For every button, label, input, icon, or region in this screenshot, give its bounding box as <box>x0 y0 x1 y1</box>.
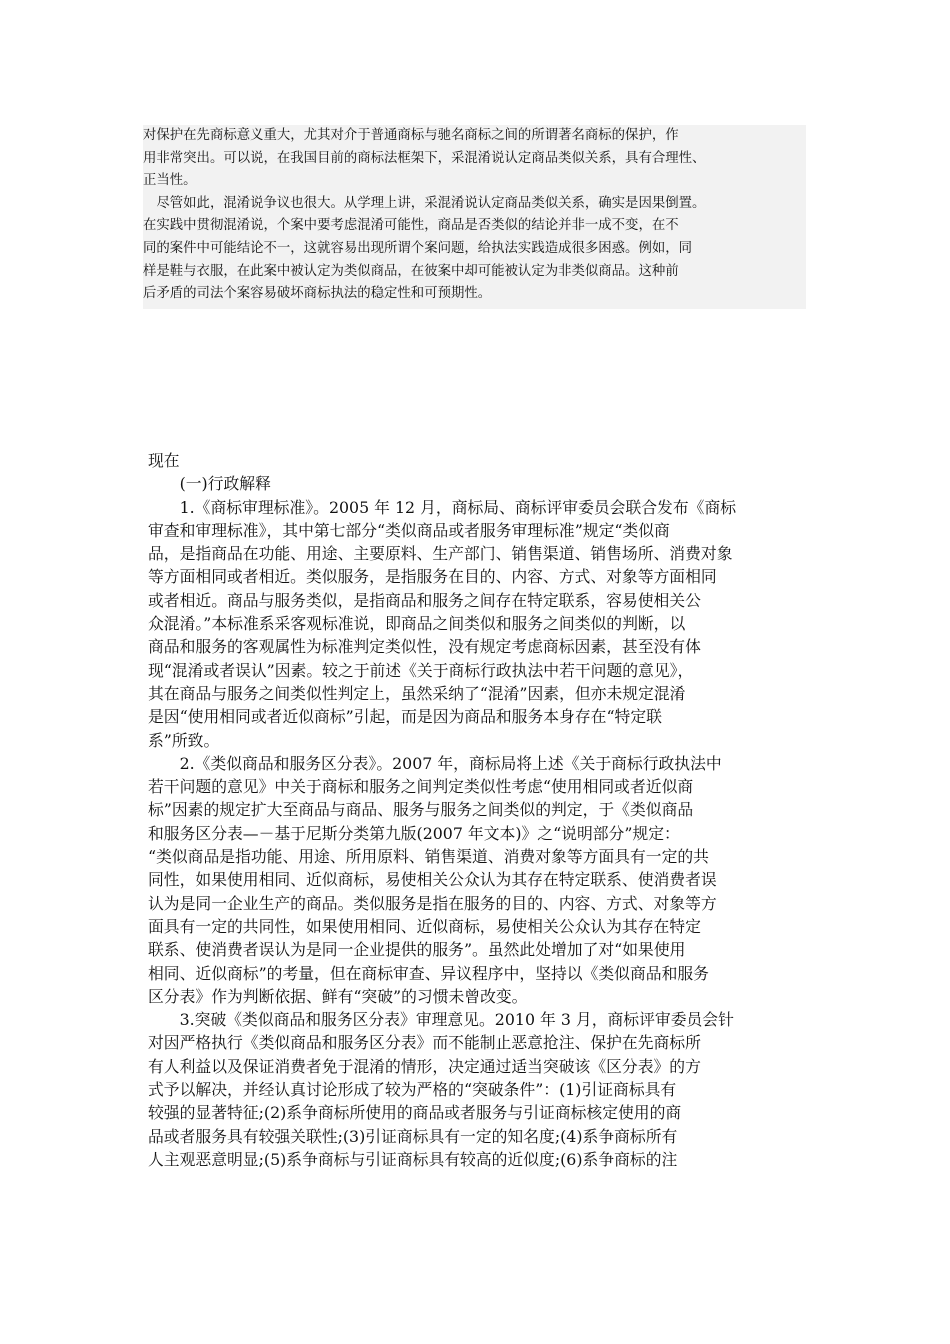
quote-paragraph-1 <box>143 125 806 193</box>
text-line: 系”所致。 <box>148 730 220 750</box>
text-line: “类似商品是指功能、用途、所用原料、销售渠道、消费对象等方面具有一定的共 <box>148 847 709 867</box>
text-line: 其在商品与服务之间类似性判定上，虽然采纳了“混淆”因素，但亦未规定混淆 <box>148 683 686 703</box>
text-line: 在实践中贯彻混淆说，个案中要考虑混淆可能性，商品是否类似的结论并非一成不变，在不 <box>143 218 679 234</box>
text-line: 同性，如果使用相同、近似商标，易使相关公众认为其存在特定联系、使消费者误 <box>148 870 717 890</box>
text-line: 或者相近。商品与服务类似，是指商品和服务之间存在特定联系，容易使相关公 <box>148 590 701 610</box>
text-line: 标”因素的规定扩大至商品与商品、服务与服务之间类似的判定，于《类似商品 <box>148 800 694 820</box>
text-line: 现“混淆或者误认”因素。较之于前述《关于商标行政执法中若干问题的意见》， <box>148 660 694 680</box>
text-line: 和服务区分表—－基于尼斯分类第九版(2007 年文本)》之“说明部分”规定： <box>148 823 680 843</box>
text-line: 同的案件中可能结论不一，这就容易出现所谓个案问题，给执法实践造成很多困惑。例如，同 <box>143 240 693 256</box>
text-line: 式予以解决，并经认真讨论形成了较为严格的“突破条件”：(1)引证商标具有 <box>148 1080 677 1100</box>
text-line: 审查和审理标准》，其中第七部分“类似商品或者服务审理标准”规定“类似商 <box>148 520 670 540</box>
paragraph-1 <box>148 496 818 752</box>
paragraph-2 <box>148 752 818 1008</box>
text-line: 3.突破《类似商品和服务区分表》审理意见。2010 年 3 月，商标评审委员会针 <box>148 1010 734 1030</box>
text-line: 人主观恶意明显;(5)系争商标与引证商标具有较高的近似度;(6)系争商标的注 <box>148 1149 678 1169</box>
text-line: 有人利益以及保证消费者免于混淆的情形，决定通过适当突破该《区分表》的方 <box>148 1056 701 1076</box>
text-line: 对因严格执行《类似商品和服务区分表》而不能制止恶意抢注、保护在先商标所 <box>148 1033 701 1053</box>
text-line: 样是鞋与衣服，在此案中被认定为类似商品，在彼案中却可能被认定为非类似商品。这种前 <box>143 263 679 279</box>
document-body <box>148 449 818 1171</box>
text-line: 面具有一定的共同性，如果使用相同、近似商标，易使相关公众认为其存在特定 <box>148 916 701 936</box>
text-line: 众混淆。”本标准系采客观标准说，即商品之间类似和服务之间类似的判断，以 <box>148 614 686 634</box>
text-line: 联系、使消费者误认为是同一企业提供的服务”。虽然此处增加了对“如果使用 <box>148 940 686 960</box>
text-line: 后矛盾的司法个案容易破坏商标执法的稳定性和可预期性。 <box>143 286 492 302</box>
text-line: 对保护在先商标意义重大，尤其对介于普通商标与驰名商标之间的所谓著名商标的保护，作 <box>143 128 679 143</box>
text-line: 2.《类似商品和服务区分表》。2007 年，商标局将上述《关于商标行政执法中 <box>148 753 722 773</box>
text-line: 等方面相同或者相近。类似服务，是指服务在目的、内容、方式、对象等方面相同 <box>148 567 717 587</box>
text-line: 品或者服务具有较强关联性;(3)引证商标具有一定的知名度;(4)系争商标所有 <box>148 1126 678 1146</box>
paragraph-3 <box>148 1008 818 1171</box>
quoted-excerpt <box>143 125 806 309</box>
text-line: 用非常突出。可以说，在我国目前的商标法框架下，采混淆说认定商品类似关系，具有合理性、 <box>143 150 706 166</box>
text-line: 区分表》作为判断依据、鲜有“突破”的习惯未曾改变。 <box>148 986 528 1006</box>
text-line: 若干问题的意见》中关于商标和服务之间判定类似性考虑“使用相同或者近似商 <box>148 777 694 797</box>
section-heading: 现在 <box>148 451 180 470</box>
text-line: 尽管如此，混淆说争议也很大。从学理上讲，采混淆说认定商品类似关系，确实是因果倒置。 <box>143 195 706 211</box>
subsection-heading: (一)行政解释 <box>148 474 271 494</box>
text-line: 商品和服务的客观属性为标准判定类似性，没有规定考虑商标因素，甚至没有体 <box>148 637 701 657</box>
text-line: 是因“使用相同或者近似商标”引起，而是因为商品和服务本身存在“特定联 <box>148 707 662 727</box>
text-line: 较强的显著特征;(2)系争商标所使用的商品或者服务与引证商标核定使用的商 <box>148 1103 682 1123</box>
text-line: 认为是同一企业生产的商品。类似服务是指在服务的目的、内容、方式、对象等方 <box>148 893 717 913</box>
text-line: 相同、近似商标”的考量，但在商标审查、异议程序中，坚持以《类似商品和服务 <box>148 963 709 983</box>
text-line: 品，是指商品在功能、用途、主要原料、生产部门、销售渠道、销售场所、消费对象 <box>148 544 733 564</box>
text-line: 1.《商标审理标准》。2005 年 12 月，商标局、商标评审委员会联合发布《商标 <box>148 497 737 517</box>
text-line: 正当性。 <box>143 173 197 189</box>
quote-paragraph-2 <box>143 193 806 306</box>
